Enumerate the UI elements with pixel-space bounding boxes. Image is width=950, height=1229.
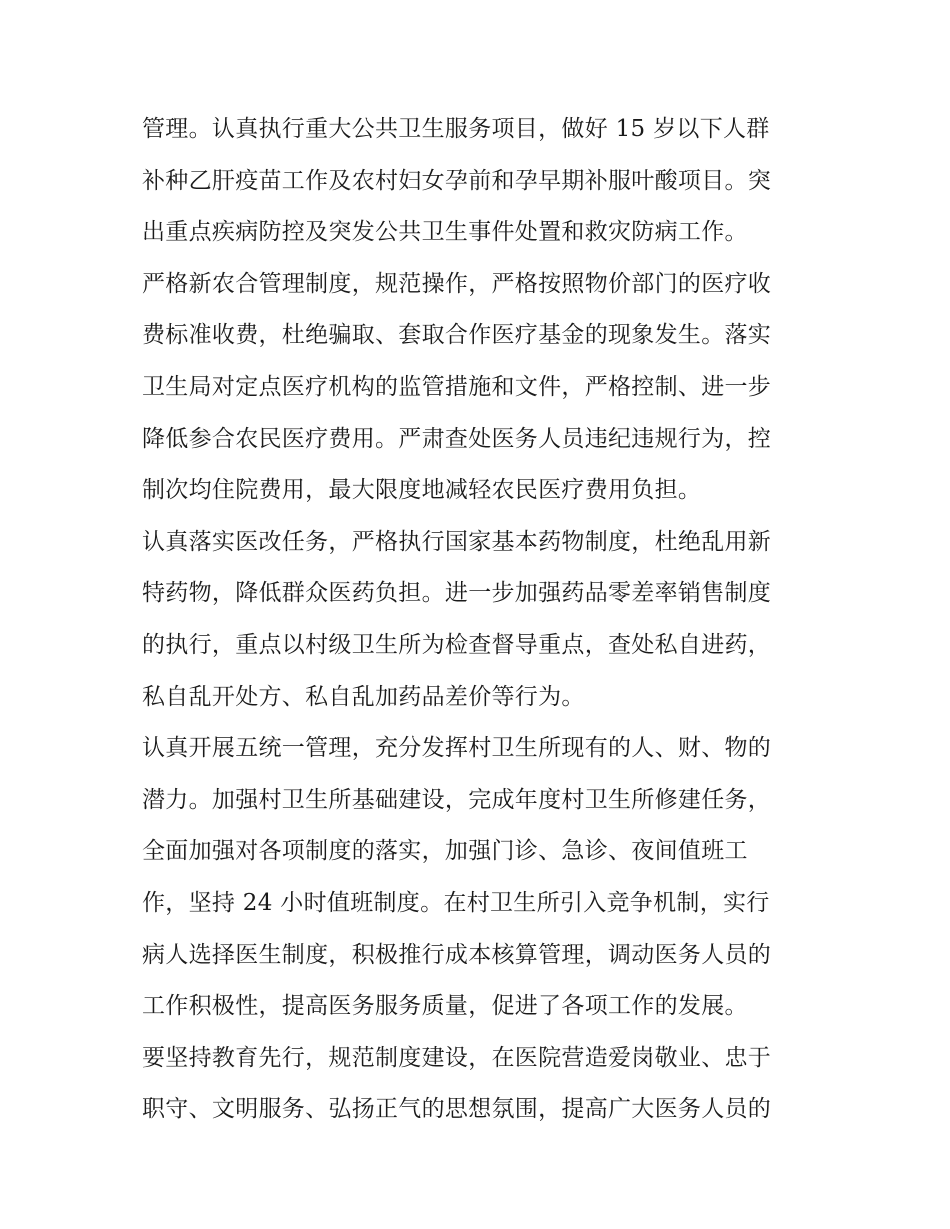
body-text [142,104,814,1136]
text-line: 潜力。加强村卫生所基础建设，完成年度村卫生所修建任务， [142,786,772,813]
text-line: 工作积极性，提高医务服务质量，促进了各项工作的发展。 [142,993,748,1020]
text-line: 职守、文明服务、弘扬正气的思想氛围，提高广大医务人员的 [142,1096,772,1123]
text-line: 出重点疾病防控及突发公共卫生事件处置和救灾防病工作。 [142,219,748,246]
text-line: 私自乱开处方、私自乱加药品差价等行为。 [142,683,585,710]
text-line: 认真开展五统一管理，充分发挥村卫生所现有的人、财、物的 [142,735,772,762]
text-line: 特药物，降低群众医药负担。进一步加强药品零差率销售制度 [142,580,772,607]
text-line: 病人选择医生制度，积极推行成本核算管理，调动医务人员的 [142,941,772,968]
text-line: 全面加强对各项制度的落实，加强门诊、急诊、夜间值班工 [142,838,748,865]
text-line: 要坚持教育先行，规范制度建设，在医院营造爱岗敬业、忠于 [142,1044,772,1071]
text-line: 费标准收费，杜绝骗取、套取合作医疗基金的现象发生。落实 [142,322,772,349]
text-line: 的执行，重点以村级卫生所为检查督导重点，查处私自进药， [142,631,772,658]
text-line: 卫生局对定点医疗机构的监管措施和文件，严格控制、进一步 [142,373,772,400]
text-line: 降低参合农民医疗费用。严肃查处医务人员违纪违规行为，控 [142,425,772,452]
text-line: 认真落实医改任务，严格执行国家基本药物制度，杜绝乱用新 [142,528,772,555]
text-line: 严格新农合管理制度，规范操作，严格按照物价部门的医疗收 [142,270,772,297]
text-line: 作，坚持 24 小时值班制度。在村卫生所引入竞争机制，实行 [142,889,770,916]
text-line: 管理。认真执行重大公共卫生服务项目，做好 15 岁以下人群 [142,116,770,142]
text-line: 补种乙肝疫苗工作及农村妇女孕前和孕早期补服叶酸项目。突 [142,167,772,194]
text-line: 制次均住院费用，最大限度地减轻农民医疗费用负担。 [142,477,702,504]
